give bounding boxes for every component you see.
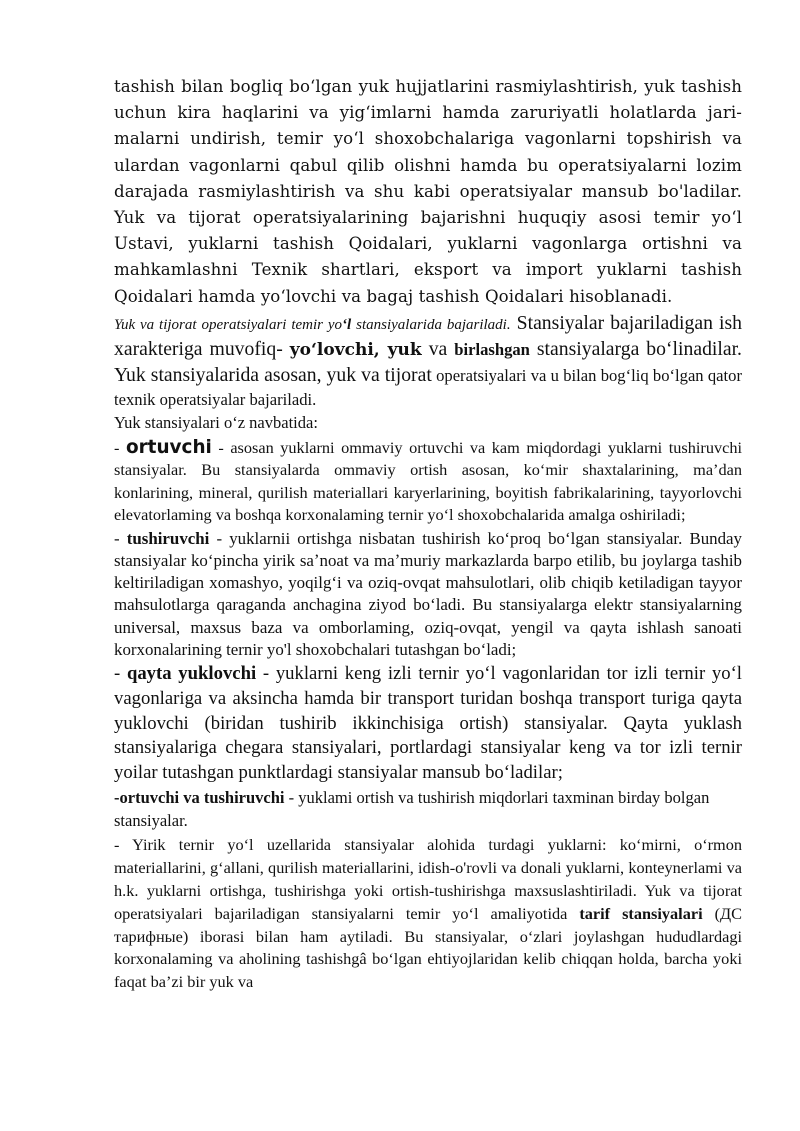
unloading-description: - yuklarnii ortishga nisbatan tushirish koʻproq boʻlgan stansiyalar. Bunday stansiyalar koʻpincha yirik saʼnoat va maʼmuriy markazlarda barpo etilib, bu joylarga tashib keltiriladigan xomashyo, yoqilgʻi va oziq-ovqat mahsulotlari, olib chiqib ketiladigan tayyor mahsulotlarga qaraganda anchagina ziyod boʻladi. Bu stansiyalarga elektr stansiyalarning universal, maxsus baza va omborlaming, oziq-ovqat, yengil va qayta ishlash sanoati korxonalarining ternir yo'l shoxobchalari tutashgan boʻladi; xyxy=(114,528,742,660)
term-passenger-cargo: yoʻlovchi, yuk xyxy=(289,340,422,361)
paragraph-loading-unloading-stations xyxy=(114,787,742,832)
italic-lead-end: stansiyalarida bajariladi. xyxy=(351,316,511,333)
paragraph-unloading-stations xyxy=(114,528,742,662)
dash: - xyxy=(114,663,127,685)
paragraph-stations-types xyxy=(114,311,742,413)
text-segment-d: operatsiyalari va u bilan bogʻliq boʻlgan qator texnik operatsiyalar bajariladi. xyxy=(114,365,742,410)
paragraph-tariff-stations xyxy=(114,834,742,994)
paragraph-transshipment-stations xyxy=(114,662,742,785)
transshipment-description: - yuklarni keng izli ternir yoʻl vagonlaridan tor izli ternir yoʻl vagonlariga va aksincha hamda bir transport turidan boshqa transport turiga qayta yuklovchi (biridan tushirib ikkinchisiga ortish) stansiyalar. Qayta yuklash stansiyalariga chegara stansiyalari, portlardagi stansiyalar keng va tor izli ternir yoilar tutashgan punktlardagi stansiyalar mansub boʻladilar; xyxy=(114,663,742,783)
dash: - xyxy=(114,528,127,548)
text-segment-c: stansiyalarga boʻlinadilar. Yuk stansiyalarida asosan, yuk va tijorat xyxy=(114,338,742,386)
term-combined: birlashgan xyxy=(454,340,530,360)
tariff-text-b: (ДС тарифные) iborasi bilan ham aytiladi. Bu stansiyalar, oʻzlari joylashgan hududlardagi korxonalaming va aholining tashishgâ boʻlgan ehtiyojlaridan kelib chiqqan holda, barcha yoki faqat baʼzi bir yuk va xyxy=(114,903,742,992)
loading-unloading-description: - yuklami ortish va tushirish miqdorlari taxminan birday bolgan stansiyalar. xyxy=(114,788,710,830)
term-transshipment: qayta yuklovchi xyxy=(126,663,257,685)
text-segment-b: va xyxy=(421,338,455,361)
italic-lead-bold: ʻl xyxy=(342,316,352,333)
paragraph-subtypes-intro: Yuk stansiyalari oʻz navbatida: xyxy=(114,413,318,433)
paragraph-loading-stations xyxy=(114,437,742,527)
text-segment-a: Stansiyalar bajariladigan ish xarakteriga muvofiq- xyxy=(114,311,742,361)
term-tariff-stations: tarif stansiyalari xyxy=(579,903,703,923)
document-page xyxy=(114,74,742,994)
term-loading-unloading: -ortuvchi va tushiruvchi xyxy=(114,788,285,808)
italic-lead: Yuk va tijorat operatsiyalari temir yo xyxy=(114,316,343,333)
dash: - xyxy=(114,437,126,457)
term-loading: ortuvchi xyxy=(125,436,212,458)
paragraph-intro: tashish bilan bogliq boʻlgan yuk hujjatlarini rasmiylashtirish, yuk tashish uchun kira haqlarini va yigʻimlarni hamda zaruriyatli holatlarda jari- malarni undirish, temir yoʻl shoxobchalariga vagonlarni topshirish va ulardan vagonlarni qabul qilib olishni hamda bu operatsiyalarni lozim darajada rasmiylashtirish va shu kabi operatsiyalar mansub bo'ladilar. Yuk va tijorat operatsiyalarining bajarishni huquqiy asosi temir yoʻl Ustavi, yuklarni tashish Qoidalari, yuklarni vagonlarga ortishni va mahkamlashni Texnik shartlari, eksport va import yuklarni tashish Qoidalari hamda yoʻlovchi va bagaj tashish Qoidalari hisoblanadi. xyxy=(114,77,742,306)
tariff-text-a: - Yirik ternir yoʻl uzellarida stansiyalar alohida turdagi yuklarni: koʻmirni, oʻrmon materiallarini, gʻallani, qurilish materiallarini, idish-o'rovli va donali yuklarni, konteynerlami va h.k. yuklarni ortishga, tushirishga yoki ortish-tushirishga maxsuslashtiriladi. Yuk va tijorat operatsiyalari bajariladigan stansiyalarni temir yoʻl amaliyotida xyxy=(114,835,742,923)
term-unloading: tushiruvchi xyxy=(126,528,210,548)
loading-description: - asosan yuklarni ommaviy ortuvchi va kam miqdordagi yuklarni tushiruvchi stansiyalar. Bu stansiyalarda ommaviy ortish asosan, koʻmir shaxtalarining, maʼdan konlarining, mineral, qurilish materiallari karyerlarining, boyitish fabrikalarining, tayyorlovchi elevatorlaming va boshqa korxonalaming ternir yoʻl shoxobchalarida amalga oshiriladi; xyxy=(114,437,742,525)
